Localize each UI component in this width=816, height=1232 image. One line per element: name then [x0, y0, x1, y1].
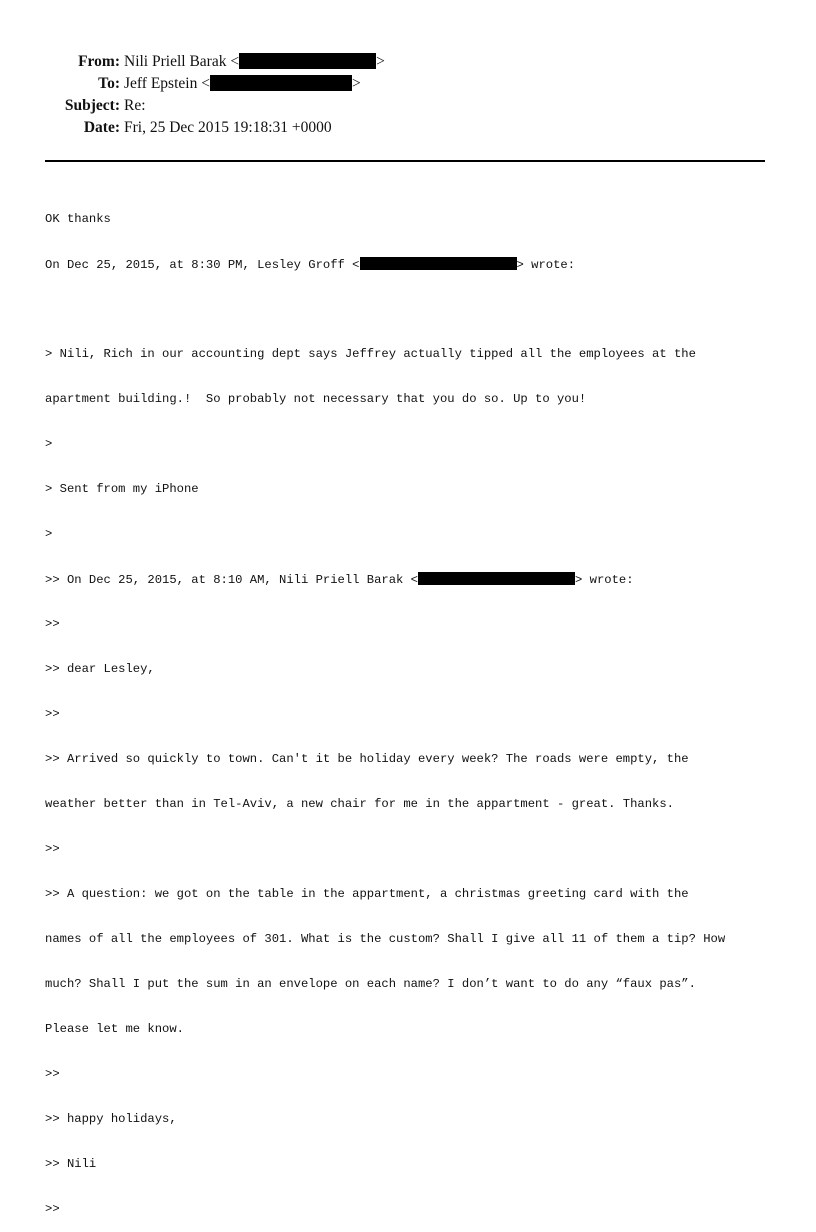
to-row	[0, 73, 816, 95]
subject-row	[0, 95, 816, 117]
redaction-block	[239, 53, 376, 69]
body-line: >>	[45, 842, 60, 856]
email-header	[0, 51, 816, 139]
date-row	[0, 117, 816, 139]
body-line: >> Nili	[45, 1157, 97, 1171]
body-text: > wrote:	[516, 258, 576, 272]
body-line: much? Shall I put the sum in an envelope on each name? I don’t want to do any “faux pas”.	[45, 977, 696, 991]
body-line: >>	[45, 1202, 60, 1216]
from-label: From:	[78, 53, 120, 70]
body-text: On Dec 25, 2015, at 8:30 PM, Lesley Groff <	[45, 258, 360, 272]
redaction-block	[210, 75, 352, 91]
email-body	[45, 182, 785, 1232]
body-line: >	[45, 437, 53, 451]
header-divider	[45, 160, 765, 162]
to-label: To:	[98, 75, 120, 92]
body-line: >> happy holidays,	[45, 1112, 177, 1126]
body-line: >> Arrived so quickly to town. Can't it be holiday every week? The roads were empty, the	[45, 752, 689, 766]
from-value	[124, 51, 385, 73]
body-line: > Sent from my iPhone	[45, 482, 199, 496]
to-close: >	[351, 75, 361, 92]
redaction-block	[360, 257, 517, 270]
to-value	[124, 73, 361, 95]
from-row	[0, 51, 816, 73]
body-line	[45, 257, 785, 272]
body-line: >>	[45, 617, 60, 631]
date-value: Fri, 25 Dec 2015 19:18:31 +0000	[124, 119, 332, 136]
body-line: Please let me know.	[45, 1022, 184, 1036]
subject-value: Re:	[124, 97, 146, 114]
body-line: >> A question: we got on the table in the appartment, a christmas greeting card with the	[45, 887, 689, 901]
body-line: >	[45, 527, 53, 541]
redaction-block	[418, 572, 575, 585]
from-close: >	[376, 53, 385, 70]
body-line: >>	[45, 707, 60, 721]
body-text: > wrote:	[575, 573, 634, 587]
body-line: >>	[45, 1067, 60, 1081]
from-name: Nili Priell Barak <	[124, 53, 240, 70]
body-line	[45, 302, 785, 317]
body-line: apartment building.! So probably not necessary that you do so. Up to you!	[45, 392, 587, 406]
date-label: Date:	[83, 119, 120, 136]
body-text: >> On Dec 25, 2015, at 8:10 AM, Nili Priell Barak <	[45, 573, 418, 587]
subject-label: Subject:	[64, 97, 120, 114]
body-line: weather better than in Tel-Aviv, a new chair for me in the appartment - great. Thanks.	[45, 797, 674, 811]
body-line: names of all the employees of 301. What is the custom? Shall I give all 11 of them a tip? How	[45, 932, 726, 946]
to-name: Jeff Epstein <	[124, 75, 210, 92]
body-line: >> dear Lesley,	[45, 662, 155, 676]
body-line: > Nili, Rich in our accounting dept says Jeffrey actually tipped all the employees at the	[45, 347, 696, 361]
body-line	[45, 572, 785, 587]
body-line: OK thanks	[45, 212, 111, 226]
